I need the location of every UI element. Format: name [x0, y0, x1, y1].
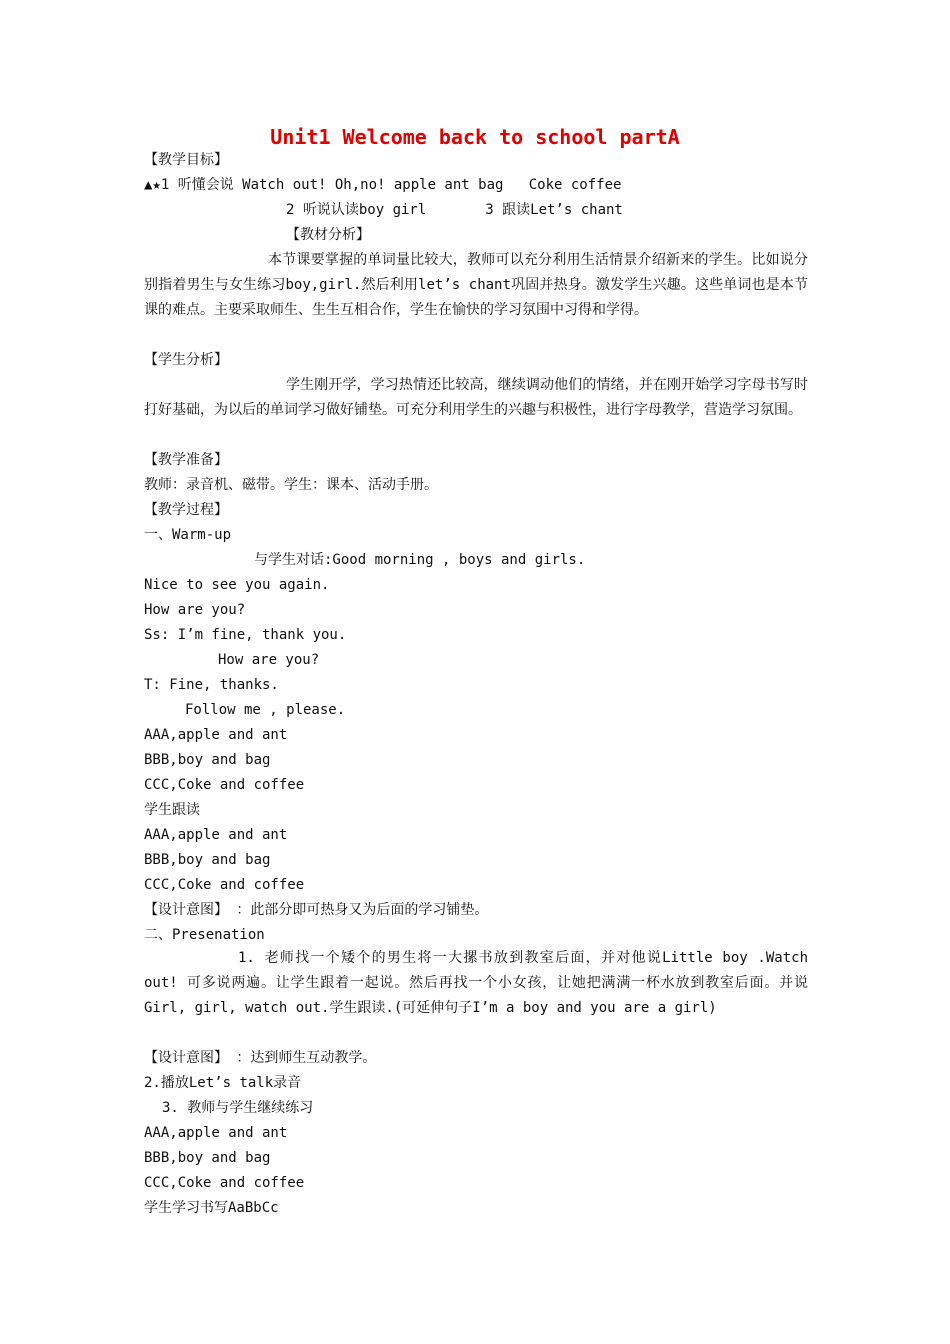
- prep-heading: 【教学准备】: [144, 452, 228, 468]
- warmup-heading: 一、Warm-up: [144, 527, 232, 543]
- warmup-line: Follow me , please.: [185, 702, 346, 718]
- warmup-line: CCC,Coke and coffee: [144, 777, 305, 793]
- design-note-2: 【设计意图】 ：达到师生互动教学。: [144, 1050, 377, 1066]
- goals-line-1: ▲★1 听懂会说 Watch out! Oh,no! apple ant bag Coke coffee: [144, 177, 622, 193]
- prep-text: 教师：录音机、磁带。学生：课本、活动手册。: [144, 477, 438, 493]
- step-2: 2.播放Let’s talk录音: [144, 1075, 302, 1091]
- final-line: BBB,boy and bag: [144, 1150, 271, 1166]
- warmup-line: 学生跟读: [144, 802, 200, 818]
- process-heading: 【教学过程】: [144, 502, 228, 518]
- material-paragraph: 本节课要掌握的单词量比较大，教师可以充分利用生活情景介绍新来的学生。比如说分别指着男生与女生练习boy,girl.然后利用let’s chant巩固并热身。激发学生兴趣。这些单词也是本节课的难点。主要采取师生、生生互相合作，学生在愉快的学习氛围中习得和学得。: [144, 252, 808, 318]
- warmup-line: BBB,boy and bag: [144, 852, 271, 868]
- warmup-line: CCC,Coke and coffee: [144, 877, 305, 893]
- warmup-line: AAA,apple and ant: [144, 827, 288, 843]
- document-title: Unit1 Welcome back to school partA: [270, 125, 680, 149]
- goals-heading: 【教学目标】: [144, 152, 228, 168]
- final-line: CCC,Coke and coffee: [144, 1175, 305, 1191]
- warmup-line: Ss: I’m fine, thank you.: [144, 627, 347, 643]
- final-line: 学生学习书写AaBbCc: [144, 1200, 279, 1216]
- goals-line-2: 2 听说认读boy girl 3 跟读Let’s chant: [286, 202, 623, 218]
- warmup-line: How are you?: [144, 602, 246, 618]
- presentation-paragraph: 1. 老师找一个矮个的男生将一大摞书放到教室后面，并对他说Little boy .Watch out! 可多说两遍。让学生跟着一起说。然后再找一个小女孩，让她把满满一杯水放到教室后面。并说Girl, girl, watch out.学生跟读.(可延伸句子I’m a boy and you are a girl): [144, 950, 808, 1016]
- step-3: 3. 教师与学生继续练习: [162, 1100, 314, 1116]
- warmup-line: 与学生对话:Good morning , boys and girls.: [254, 552, 586, 568]
- material-heading: 【教材分析】: [286, 227, 370, 243]
- warmup-line: AAA,apple and ant: [144, 727, 288, 743]
- warmup-line: How are you?: [218, 652, 320, 668]
- warmup-line: Nice to see you again.: [144, 577, 330, 593]
- design-note-1: 【设计意图】 ：此部分即可热身又为后面的学习铺垫。: [144, 902, 489, 918]
- student-paragraph: 学生刚开学，学习热情还比较高，继续调动他们的情绪，并在刚开始学习字母书写时打好基础，为以后的单词学习做好铺垫。可充分利用学生的兴趣与积极性，进行字母教学，营造学习氛围。: [144, 377, 808, 418]
- final-line: AAA,apple and ant: [144, 1125, 288, 1141]
- warmup-line: T: Fine, thanks.: [144, 677, 279, 693]
- presentation-heading: 二、Presenation: [144, 927, 265, 943]
- student-heading: 【学生分析】: [144, 352, 228, 368]
- warmup-line: BBB,boy and bag: [144, 752, 271, 768]
